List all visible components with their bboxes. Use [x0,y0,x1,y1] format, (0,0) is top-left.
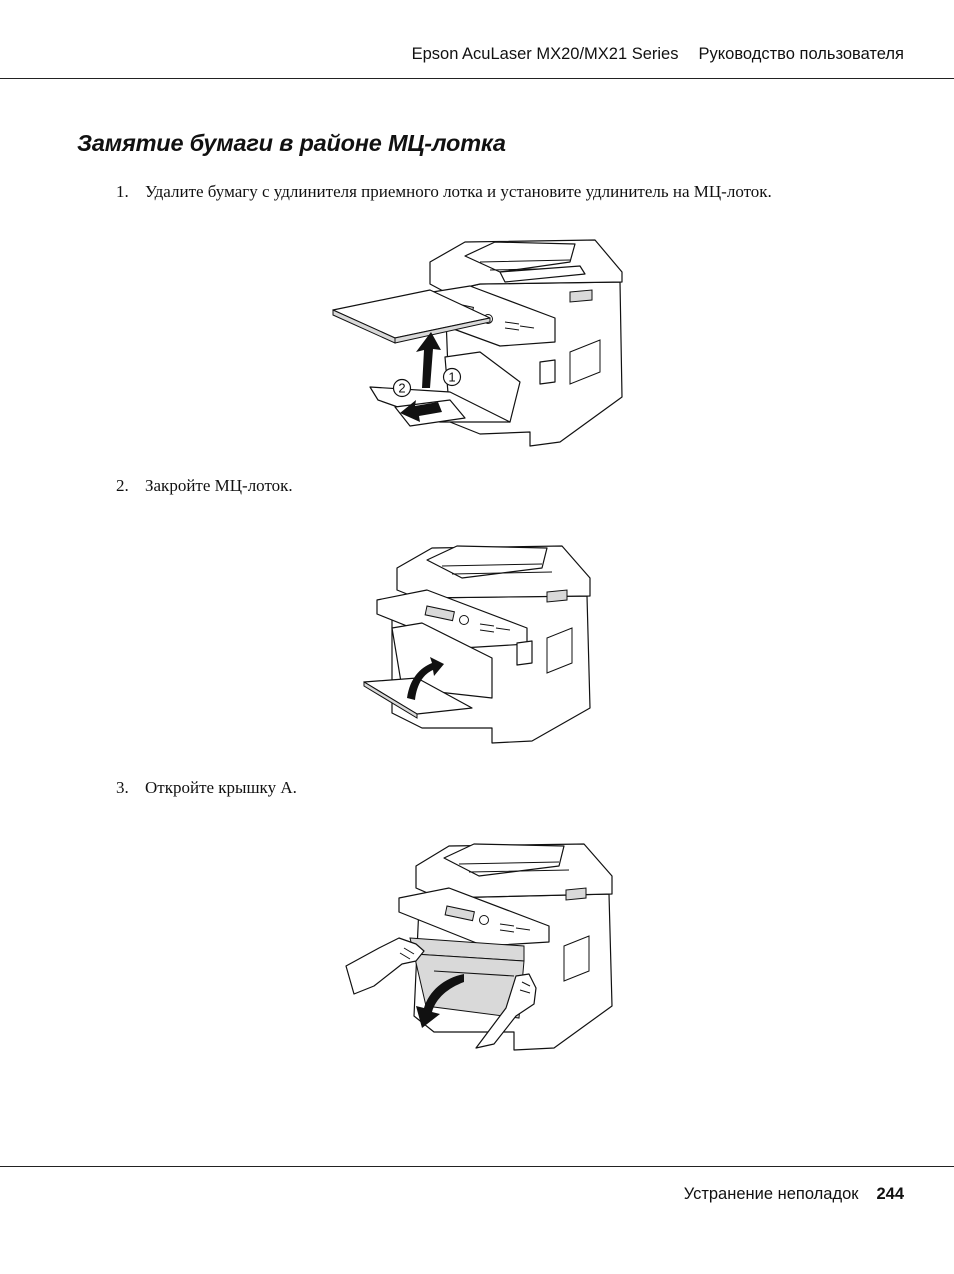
step-1-number: 1. [116,182,129,201]
page-header [0,0,954,79]
footer-chapter: Устранение неполадок [683,1185,859,1203]
figure-open-cover-a [344,826,614,1054]
callout-1 [444,369,461,386]
callout-2 [394,380,411,397]
step-2 [116,476,293,496]
step-1-text: Удалите бумагу с удлинителя приемного лотка и установите удлинитель на МЦ-лоток. [145,182,772,201]
section-title: Замятие бумаги в районе МЦ-лотка [77,130,506,156]
header-text [412,45,904,64]
step-3-number: 3. [116,778,129,797]
callout-1-label: 1 [448,369,456,385]
step-2-number: 2. [116,476,129,495]
header-guide: Руководство пользователя [698,45,904,63]
step-3 [116,778,297,798]
step-1 [116,182,772,202]
step-3-text: Откройте крышку А. [145,778,297,797]
header-product: Epson AcuLaser MX20/MX21 Series [411,45,679,63]
figure-close-tray [362,528,596,746]
callout-2-label: 2 [398,380,406,396]
step-2-text: Закройте МЦ-лоток. [145,476,293,495]
page-number: 244 [876,1185,904,1203]
arrow-up-icon [416,332,441,388]
left-hand-illustration [346,938,424,994]
printer-illustration-2 [364,546,590,743]
page-footer [684,1185,904,1204]
printer-illustration-1 [333,240,622,446]
figure-remove-paper [330,222,630,454]
page-footer-rule [0,1166,954,1167]
